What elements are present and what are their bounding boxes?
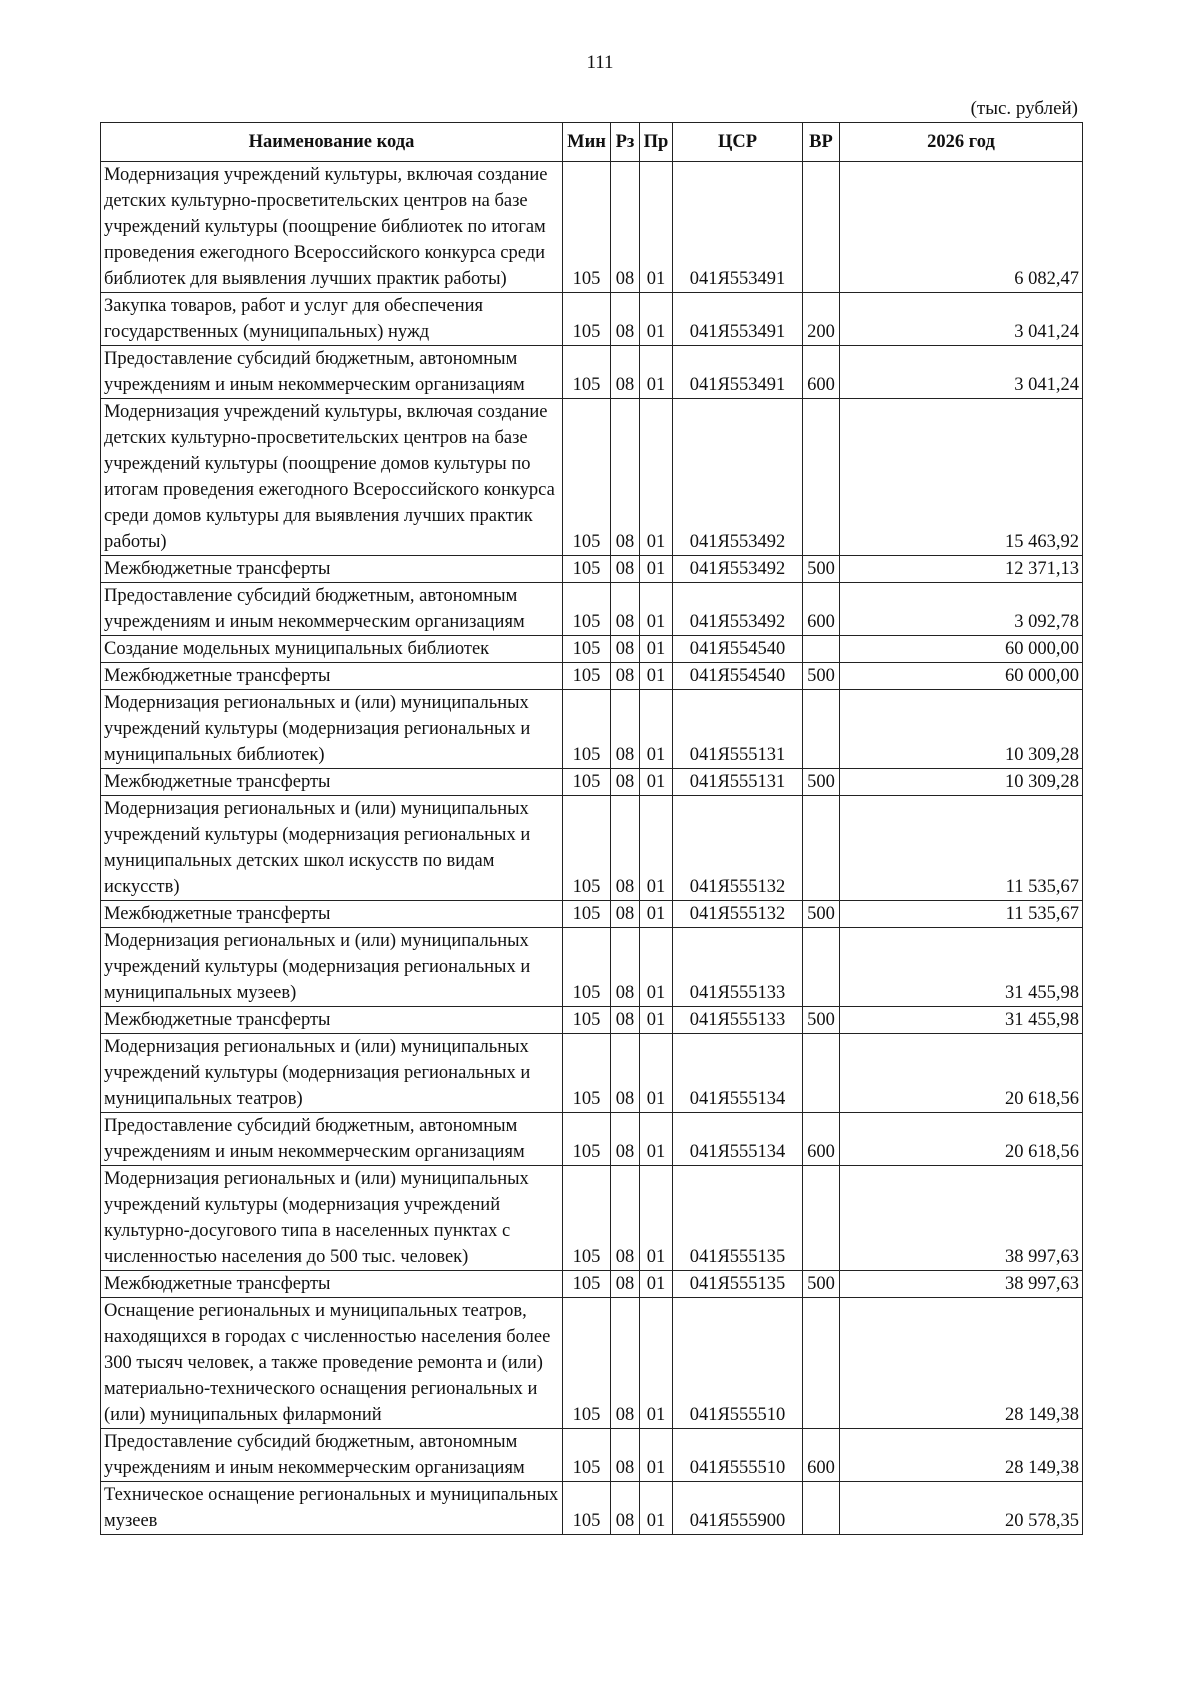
units-note: (тыс. рублей) [970,98,1078,119]
cell-csr: 041Я555132 [673,901,803,928]
cell-rz: 08 [611,583,640,636]
cell-amount: 3 041,24 [840,346,1083,399]
cell-csr: 041Я555134 [673,1034,803,1113]
cell-rz: 08 [611,346,640,399]
cell-amount: 31 455,98 [840,1007,1083,1034]
cell-csr: 041Я555131 [673,769,803,796]
cell-min: 105 [563,1007,611,1034]
cell-name: Межбюджетные трансферты [101,901,563,928]
table-row [101,583,1083,636]
cell-pr: 01 [640,293,673,346]
header-vr: ВР [803,123,840,162]
cell-pr: 01 [640,556,673,583]
cell-csr: 041Я555510 [673,1298,803,1429]
cell-min: 105 [563,1034,611,1113]
cell-pr: 01 [640,1034,673,1113]
table-row [101,162,1083,293]
cell-csr: 041Я553492 [673,556,803,583]
cell-pr: 01 [640,1482,673,1535]
cell-name: Модернизация региональных и (или) муниципальных учреждений культуры (модернизация региональных и муниципальных детских школ искусств по видам искусств) [101,796,563,901]
cell-rz: 08 [611,556,640,583]
cell-vr: 500 [803,901,840,928]
cell-name: Межбюджетные трансферты [101,1271,563,1298]
table-row [101,1429,1083,1482]
cell-pr: 01 [640,901,673,928]
cell-rz: 08 [611,1007,640,1034]
cell-rz: 08 [611,796,640,901]
cell-name: Модернизация региональных и (или) муниципальных учреждений культуры (модернизация региональных и муниципальных музеев) [101,928,563,1007]
cell-name: Предоставление субсидий бюджетным, автономным учреждениям и иным некоммерческим организациям [101,1113,563,1166]
table-row [101,796,1083,901]
cell-rz: 08 [611,162,640,293]
cell-amount: 11 535,67 [840,901,1083,928]
table-row [101,769,1083,796]
table-row [101,1482,1083,1535]
cell-vr: 600 [803,1429,840,1482]
cell-amount: 3 092,78 [840,583,1083,636]
cell-name: Модернизация учреждений культуры, включая создание детских культурно-просветительских центров на базе учреждений культуры (поощрение домов культуры по итогам проведения ежегодного Всероссийского конкурса среди домов культуры для выявления лучших практик работы) [101,399,563,556]
cell-rz: 08 [611,690,640,769]
cell-pr: 01 [640,690,673,769]
budget-table [100,122,1083,1535]
table-body [101,162,1083,1535]
cell-min: 105 [563,769,611,796]
cell-csr: 041Я555900 [673,1482,803,1535]
cell-csr: 041Я555510 [673,1429,803,1482]
cell-rz: 08 [611,1113,640,1166]
table-row [101,1298,1083,1429]
cell-csr: 041Я553491 [673,346,803,399]
cell-vr [803,636,840,663]
cell-vr [803,1166,840,1271]
cell-vr [803,928,840,1007]
cell-rz: 08 [611,1298,640,1429]
table-row [101,346,1083,399]
table-row [101,1166,1083,1271]
table-row [101,556,1083,583]
cell-name: Межбюджетные трансферты [101,663,563,690]
cell-amount: 12 371,13 [840,556,1083,583]
cell-vr: 500 [803,663,840,690]
cell-vr: 500 [803,1007,840,1034]
cell-vr: 600 [803,346,840,399]
cell-amount: 11 535,67 [840,796,1083,901]
cell-vr [803,1034,840,1113]
table-row [101,1113,1083,1166]
cell-min: 105 [563,583,611,636]
cell-vr [803,1298,840,1429]
cell-amount: 20 618,56 [840,1113,1083,1166]
table-row [101,901,1083,928]
cell-rz: 08 [611,769,640,796]
cell-vr: 500 [803,1271,840,1298]
cell-amount: 38 997,63 [840,1166,1083,1271]
cell-csr: 041Я555132 [673,796,803,901]
cell-min: 105 [563,901,611,928]
cell-vr [803,796,840,901]
cell-vr: 500 [803,556,840,583]
cell-pr: 01 [640,1271,673,1298]
cell-pr: 01 [640,663,673,690]
cell-csr: 041Я555135 [673,1166,803,1271]
cell-pr: 01 [640,583,673,636]
cell-pr: 01 [640,636,673,663]
cell-rz: 08 [611,1271,640,1298]
cell-vr [803,690,840,769]
cell-name: Модернизация региональных и (или) муниципальных учреждений культуры (модернизация региональных и муниципальных театров) [101,1034,563,1113]
cell-rz: 08 [611,928,640,1007]
cell-pr: 01 [640,928,673,1007]
cell-amount: 6 082,47 [840,162,1083,293]
table-row [101,1034,1083,1113]
cell-vr: 600 [803,583,840,636]
cell-csr: 041Я555134 [673,1113,803,1166]
cell-csr: 041Я555133 [673,928,803,1007]
cell-name: Модернизация учреждений культуры, включая создание детских культурно-просветительских центров на базе учреждений культуры (поощрение библиотек по итогам проведения ежегодного Всероссийского конкурса среди библиотек для выявления лучших практик работы) [101,162,563,293]
cell-csr: 041Я553491 [673,293,803,346]
cell-csr: 041Я553491 [673,162,803,293]
table-row [101,1271,1083,1298]
cell-min: 105 [563,293,611,346]
cell-csr: 041Я553492 [673,399,803,556]
cell-min: 105 [563,556,611,583]
cell-name: Предоставление субсидий бюджетным, автономным учреждениям и иным некоммерческим организациям [101,346,563,399]
header-pr: Пр [640,123,673,162]
cell-rz: 08 [611,901,640,928]
cell-csr: 041Я554540 [673,636,803,663]
cell-name: Техническое оснащение региональных и муниципальных музеев [101,1482,563,1535]
cell-pr: 01 [640,1298,673,1429]
cell-amount: 31 455,98 [840,928,1083,1007]
table-row [101,928,1083,1007]
cell-name: Межбюджетные трансферты [101,1007,563,1034]
cell-rz: 08 [611,1034,640,1113]
header-csr: ЦСР [673,123,803,162]
cell-min: 105 [563,1166,611,1271]
cell-pr: 01 [640,796,673,901]
cell-name: Предоставление субсидий бюджетным, автономным учреждениям и иным некоммерческим организациям [101,1429,563,1482]
cell-csr: 041Я555135 [673,1271,803,1298]
cell-min: 105 [563,399,611,556]
cell-vr [803,399,840,556]
cell-min: 105 [563,1271,611,1298]
cell-csr: 041Я555133 [673,1007,803,1034]
cell-amount: 10 309,28 [840,769,1083,796]
cell-amount: 3 041,24 [840,293,1083,346]
cell-name: Оснащение региональных и муниципальных театров, находящихся в городах с численностью населения более 300 тысяч человек, а также проведение ремонта и (или) материально-технического оснащения региональных и (или) муниципальных филармоний [101,1298,563,1429]
cell-amount: 28 149,38 [840,1298,1083,1429]
cell-rz: 08 [611,1429,640,1482]
header-name: Наименование кода [101,123,563,162]
header-row [101,123,1083,162]
table-row [101,663,1083,690]
cell-amount: 10 309,28 [840,690,1083,769]
cell-min: 105 [563,1298,611,1429]
cell-amount: 28 149,38 [840,1429,1083,1482]
cell-name: Создание модельных муниципальных библиотек [101,636,563,663]
cell-pr: 01 [640,399,673,556]
cell-pr: 01 [640,1429,673,1482]
cell-csr: 041Я555131 [673,690,803,769]
cell-pr: 01 [640,346,673,399]
cell-min: 105 [563,346,611,399]
cell-rz: 08 [611,399,640,556]
cell-min: 105 [563,1113,611,1166]
cell-name: Закупка товаров, работ и услуг для обеспечения государственных (муниципальных) нужд [101,293,563,346]
cell-min: 105 [563,162,611,293]
cell-min: 105 [563,1482,611,1535]
cell-name: Модернизация региональных и (или) муниципальных учреждений культуры (модернизация региональных и муниципальных библиотек) [101,690,563,769]
cell-pr: 01 [640,769,673,796]
cell-pr: 01 [640,162,673,293]
cell-name: Предоставление субсидий бюджетным, автономным учреждениям и иным некоммерческим организациям [101,583,563,636]
cell-vr [803,162,840,293]
cell-min: 105 [563,690,611,769]
header-rz: Рз [611,123,640,162]
cell-vr [803,1482,840,1535]
cell-vr: 200 [803,293,840,346]
table-row [101,690,1083,769]
cell-vr: 600 [803,1113,840,1166]
cell-pr: 01 [640,1113,673,1166]
cell-csr: 041Я553492 [673,583,803,636]
cell-amount: 20 618,56 [840,1034,1083,1113]
cell-name: Межбюджетные трансферты [101,769,563,796]
header-year: 2026 год [840,123,1083,162]
cell-amount: 60 000,00 [840,663,1083,690]
cell-min: 105 [563,663,611,690]
table-row [101,1007,1083,1034]
cell-min: 105 [563,928,611,1007]
cell-amount: 15 463,92 [840,399,1083,556]
cell-rz: 08 [611,1166,640,1271]
cell-rz: 08 [611,663,640,690]
cell-min: 105 [563,1429,611,1482]
cell-pr: 01 [640,1007,673,1034]
cell-name: Модернизация региональных и (или) муниципальных учреждений культуры (модернизация учреждений культурно-досугового типа в населенных пунктах с численностью населения до 500 тыс. человек) [101,1166,563,1271]
cell-amount: 38 997,63 [840,1271,1083,1298]
cell-amount: 20 578,35 [840,1482,1083,1535]
table-row [101,293,1083,346]
cell-min: 105 [563,796,611,901]
header-min: Мин [563,123,611,162]
page-number: 111 [586,52,614,73]
table-row [101,636,1083,663]
cell-rz: 08 [611,1482,640,1535]
cell-name: Межбюджетные трансферты [101,556,563,583]
cell-vr: 500 [803,769,840,796]
cell-min: 105 [563,636,611,663]
cell-rz: 08 [611,293,640,346]
table-row [101,399,1083,556]
cell-pr: 01 [640,1166,673,1271]
cell-csr: 041Я554540 [673,663,803,690]
cell-amount: 60 000,00 [840,636,1083,663]
cell-rz: 08 [611,636,640,663]
